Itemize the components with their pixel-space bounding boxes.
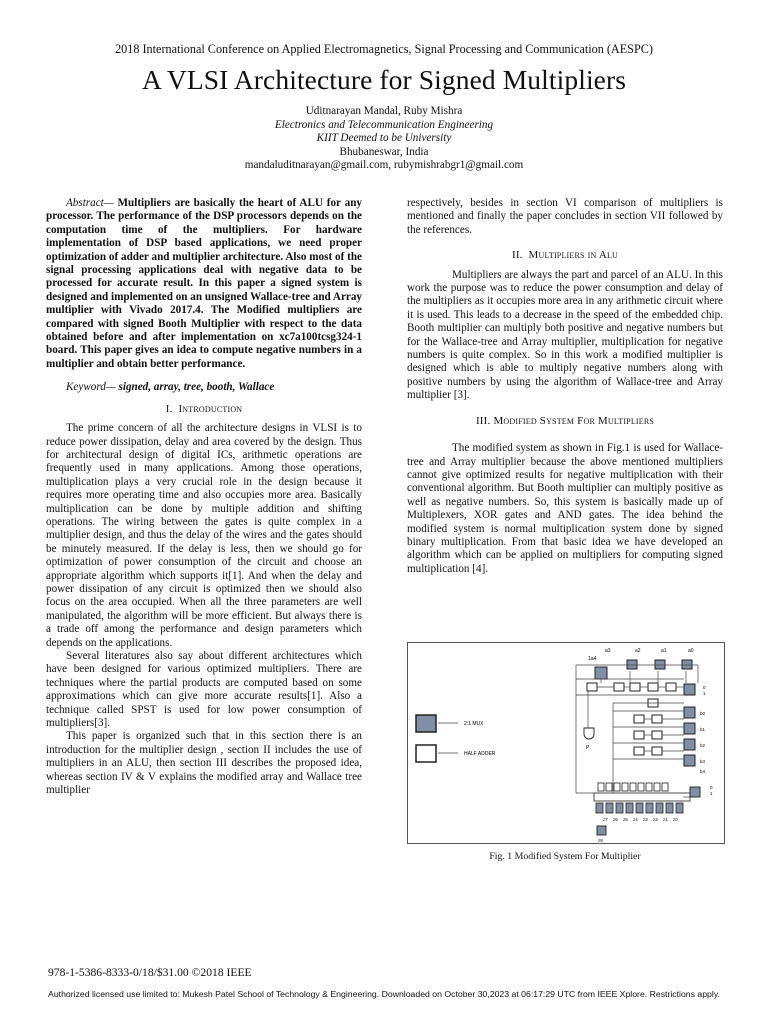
section-heading-modified-system [407, 415, 723, 428]
label-b1: b1 [700, 727, 706, 732]
ha-mid-6 [634, 747, 644, 755]
out-z0: z0 [673, 817, 678, 822]
out-z5: z5 [623, 817, 628, 822]
author-names: Uditnarayan Mandal, Ruby Mishra [305, 105, 463, 117]
label-sel-1: 1 [710, 791, 713, 796]
legend-mux-swatch [416, 715, 436, 732]
author-university: KIIT Deemed to be University [316, 132, 452, 144]
mux-z8 [597, 826, 606, 835]
out-z7: z7 [603, 817, 608, 822]
label-b3: b3 [700, 759, 706, 764]
ha-row1-4 [648, 683, 658, 691]
input-a1: a1 [661, 648, 667, 654]
abstract [46, 197, 362, 371]
input-a3: a3 [605, 648, 611, 654]
legend-ha-swatch [416, 745, 436, 762]
figure-modified-system [407, 642, 725, 844]
label-p: P [586, 745, 590, 751]
intro-paragraph-2: Several literatures also say about different architectures which have been designed for various optimized multipliers. There are techniques where the partial products are computed based on some approximations which can give more accurate results[1]. Also a technique called SPST is used for low power consumption of multipliers[3]. [46, 650, 362, 730]
out-z2: z2 [653, 817, 658, 822]
input-a2: a2 [635, 648, 641, 654]
section-title: Modified System For Multipliers [493, 414, 655, 427]
input-a0: a0 [688, 648, 694, 654]
keywords-text: signed, array, tree, booth, Wallace [115, 381, 275, 394]
mux-right-1 [684, 707, 695, 718]
section2-paragraph: Multipliers are always the part and parcel of an ALU. In this work the purpose was to reduce the power consumption and delay of the multipliers as it occupies more area in any arithmetic circuit where it is used. This leads to a decrease in the speed of the embedded chip. Booth multiplier can multiply both positive and negative numbers but for the Wallace-tree and Array multiplier, multiplication for negative numbers is quite complex. So in this work a modified multiplier is designed which is able to multiply negative numbers along with positive numbers by using the algorithm of Wallace-tree and Array multiplier [3]. [407, 268, 723, 402]
license-footer: Authorized licensed use limited to: Mukesh Patel School of Technology & Engineering. Downloaded on October 30,2023 at 06:17:29 UTC from IEEE Xplore. Restrictions apply. [48, 989, 720, 999]
author-city: Bhubaneswar, India [339, 145, 429, 158]
section-heading-introduction [46, 403, 362, 416]
label-b4: b4 [700, 769, 706, 774]
conference-header: 2018 International Conference on Applied Electromagnetics, Signal Processing and Communication (AESPC) [115, 42, 653, 56]
ha-row1-2 [614, 683, 624, 691]
keywords [46, 381, 362, 394]
out-z3: z3 [643, 817, 648, 822]
right-column [407, 197, 723, 576]
section-number: II. [511, 249, 523, 262]
adder-chain [594, 793, 690, 801]
ha-row1-1 [587, 683, 597, 691]
input-1a4: 1a4 [588, 656, 597, 662]
section-title: Multipliers in Alu [528, 249, 619, 262]
ha-mid-5 [652, 731, 662, 739]
mux-right-2 [684, 723, 695, 734]
author-block [0, 105, 768, 173]
ha-row1-5 [666, 683, 676, 691]
label-right-1: 1 [703, 691, 706, 696]
isbn-line: 978-1-5386-8333-0/18/$31.00 ©2018 IEEE [48, 966, 252, 979]
mux-right-0 [684, 684, 695, 695]
mux-top-3 [655, 660, 665, 669]
section-number: III. [475, 414, 491, 427]
author-emails: mandaluditnarayan@gmail.com, rubymishrabgr1@gmail.com [244, 159, 524, 171]
legend-ha-label: HALF ADDER [464, 751, 496, 757]
legend-mux-label: 2:1 MUX [464, 721, 484, 727]
continued-paragraph: respectively, besides in section VI comparison of multipliers is mentioned and finally the paper concludes in section VII followed by the references. [407, 197, 723, 236]
section3-paragraph: The modified system as shown in Fig.1 is used for Wallace-tree and Array multiplier because the above mentioned multipliers cannot give optimized results for negative multiplication with their conventional algorithm. But Booth multiplier can multiply positive as well as negative numbers. So, this system is basically made up of Multiplexers, XOR gates and AND gates. The idea behind the modified system is normal multiplication system done by signed binary multiplication. From that basic idea we have developed an algorithm which can be applied on multipliers for computing signed multiplication [4]. [407, 442, 723, 575]
xor-gate-icon [584, 728, 594, 739]
abstract-label: Abstract— [66, 197, 114, 209]
keywords-label: Keyword— [66, 381, 116, 394]
out-z4: z4 [633, 817, 638, 822]
out-z1: z1 [663, 817, 668, 822]
ha-mid-4 [634, 731, 644, 739]
out-z8: z8 [598, 838, 603, 843]
out-z6: z6 [613, 817, 618, 822]
mux-right-3 [684, 739, 695, 750]
intro-paragraph-3: This paper is organized such that in this section there is an introduction for the multiplier design , section II includes the use of multipliers in an ALU, then section III describes the proposed idea, whereas section IV & V explains the modified array and Wallace tree multiplier [46, 730, 362, 797]
abstract-text: Multipliers are basically the heart of ALU for any processor. The performance of the DSP processors depends on the computation time of the multipliers. For hardware implementation of DSP based applications, we need proper optimization of adder and multiplier architecture. Also most of the signal processing applications deal with negative data to be processed for accurate result. In this paper a signed system is designed and implemented on an unsigned Wallace-tree and Array multiplier with Vivado 2017.4. The Modified multipliers are compared with signed Booth Multiplier with respect to the data obtained before and after implementation on xc7a100tcsg324-1 board. This paper gives an idea to compute negative numbers in a multiplier and obtain better performance. [46, 197, 362, 370]
mux-top-4 [682, 660, 692, 669]
mux-top-1 [595, 667, 607, 679]
label-b0: b0 [700, 711, 706, 716]
mux-bottom-select [690, 787, 700, 797]
intro-paragraph-1: The prime concern of all the architecture designs in VLSI is to reduce power dissipation, delay and area covered by the design. Thus for architectural design of digital ICs, arithmetic operations are frequently used in many applications. Among those operations, multiplication plays a very crucial role in the design because it requires more operating time and also occupies more area. Basically multiplication can be done by multiple addition and shifting operations. The wiring between the gates is quite complex in a multiplier design, and thus the delay of the wires and the gates should be minutely measured. If the delay is less, then we should go for optimization of power consumption of the circuit and choose an appropriate algorithm which supports it[1]. And when the delay and power dissipation of any circuit is optimized then we should also focus on the area occupied. When all the three parameters are well manipulated, the algorithm will be more efficient. But always there is a trade off among the performance and design parameters which depends on the applications. [46, 422, 362, 649]
section-title: Introduction [178, 402, 243, 415]
label-b2: b2 [700, 743, 706, 748]
ha-row1-3 [630, 683, 640, 691]
label-sel-0: 0 [710, 785, 713, 790]
label-right-0: 0 [703, 685, 706, 690]
mux-right-4 [684, 755, 695, 766]
ha-mid-7 [652, 747, 662, 755]
ha-mid-3 [652, 715, 662, 723]
mux-top-2 [627, 660, 637, 669]
section-heading-multipliers-in-alu [407, 249, 723, 262]
circuit-diagram [408, 643, 724, 843]
figure-caption: Fig. 1 Modified System For Multiplier [489, 851, 641, 862]
ha-mid-2 [634, 715, 644, 723]
section-number: I. [165, 402, 173, 415]
paper-title: A VLSI Architecture for Signed Multipliers [141, 64, 627, 95]
left-column [46, 197, 362, 797]
author-department: Electronics and Telecommunication Engineering [274, 118, 494, 131]
